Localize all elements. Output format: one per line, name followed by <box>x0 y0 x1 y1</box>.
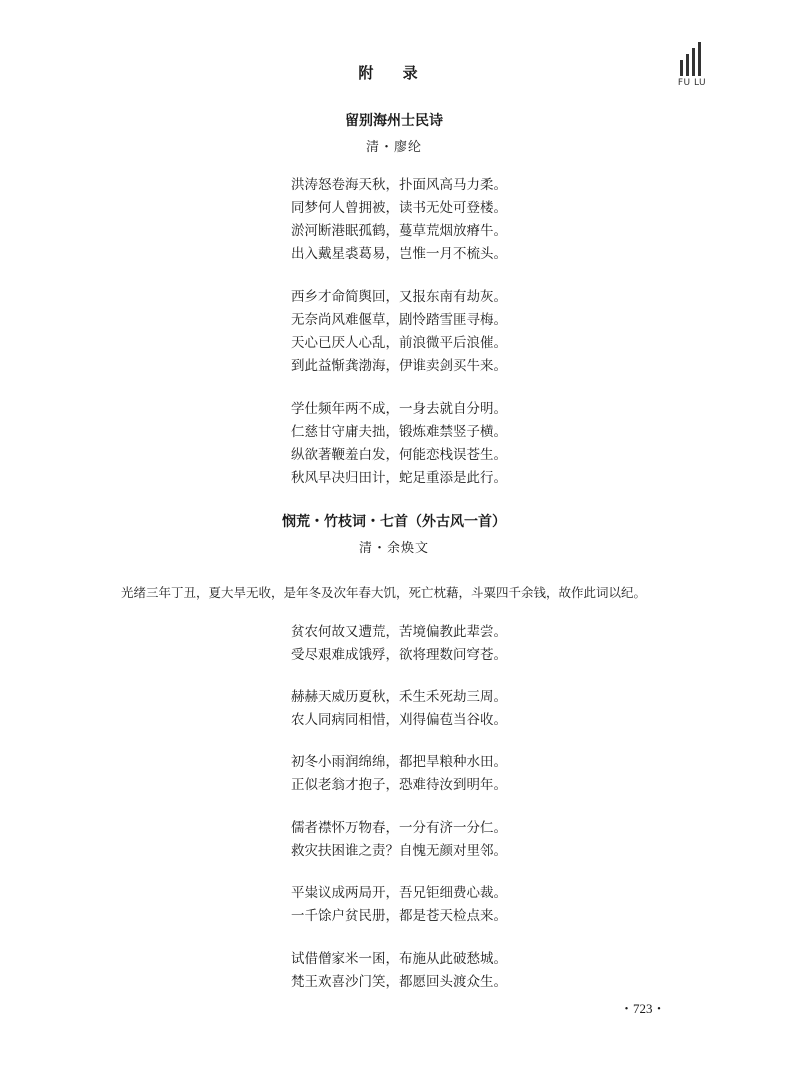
poem-preface: 光绪三年丁丑，夏大旱无收，是年冬及次年春大饥，死亡枕藉，斗粟四千余钱，故作此词以纪。 <box>121 585 647 600</box>
verse-line: 受尽艰难成饿殍，欲将理数问穹苍。 <box>291 647 507 663</box>
verse-line: 出入戴星裘葛易，岂惟一月不梳头。 <box>291 246 507 262</box>
verse-line: 农人同病同相惜，刈得偏苞当谷收。 <box>291 712 507 728</box>
stanza <box>291 286 507 378</box>
verse-line: 仁慈甘守庸夫拙，锻炼难禁竖子横。 <box>291 424 507 440</box>
verse-line: 无奈尚风难偃草，剧怜踏雪匪寻梅。 <box>291 312 507 328</box>
verse-line: 初冬小雨润绵绵，都把旱粮种水田。 <box>291 754 507 770</box>
verse-line: 试借僧家米一囷，布施从此破愁城。 <box>291 951 507 967</box>
verse-line: 洪涛怒卷海天秋，扑面风高马力柔。 <box>291 177 507 193</box>
poem-author: 清・廖纶 <box>365 140 422 155</box>
verse-line: 学仕频年两不成，一身去就自分明。 <box>291 401 507 417</box>
verse-line: 救灾扶困谁之责？自愧无颜对里邻。 <box>291 843 507 859</box>
verse-line: 淤河断港眠孤鹤，蔓草荒烟放瘠牛。 <box>291 223 507 239</box>
poem-author: 清・余焕文 <box>358 541 429 556</box>
verse-line: 儒者襟怀万物春，一分有济一分仁。 <box>291 820 507 836</box>
section-logo <box>668 40 716 92</box>
stanza <box>291 174 507 266</box>
verse-line: 正似老翁才抱子，恐难待汝到明年。 <box>291 777 507 793</box>
verse-line: 平粜议成两局开，吾兄钜细费心裁。 <box>291 885 507 901</box>
verse-line: 天心已厌人心乱，前浪微平后浪催。 <box>291 335 507 351</box>
verse-line: 西乡才命简舆回，又报东南有劫灰。 <box>291 289 507 305</box>
verse-line: 一千馀户贫民册，都是苍天检点来。 <box>291 908 507 924</box>
page-number: ・723・ <box>620 1001 666 1016</box>
poem-title: 留别海州士民诗 <box>345 113 443 129</box>
stanza <box>291 686 507 732</box>
stanza <box>291 948 507 994</box>
verse-line: 赫赫天威历夏秋，禾生禾死劫三周。 <box>291 689 507 705</box>
logo-text: FU LU <box>677 78 707 88</box>
poem-title: 悯荒・竹枝词・七首（外古风一首） <box>282 514 506 530</box>
verse-line: 纵欲著鞭羞白发，何能恋栈误苍生。 <box>291 447 507 463</box>
bars-icon <box>678 40 708 76</box>
stanza <box>291 621 507 667</box>
verse-line: 贫农何故又遭荒，苦境偏教此辈尝。 <box>291 624 507 640</box>
stanza <box>291 817 507 863</box>
stanza <box>291 751 507 797</box>
stanza <box>291 882 507 928</box>
stanza <box>291 398 507 490</box>
section-header: 附 录 <box>358 64 430 82</box>
verse-line: 到此益惭龚渤海，伊谁卖剑买牛来。 <box>291 358 507 374</box>
verse-line: 同梦何人曾拥被，读书无处可登楼。 <box>291 200 507 216</box>
verse-line: 秋风早决归田计，蛇足重添是此行。 <box>291 470 507 486</box>
verse-line: 梵王欢喜沙门笑，都愿回头渡众生。 <box>291 974 507 990</box>
